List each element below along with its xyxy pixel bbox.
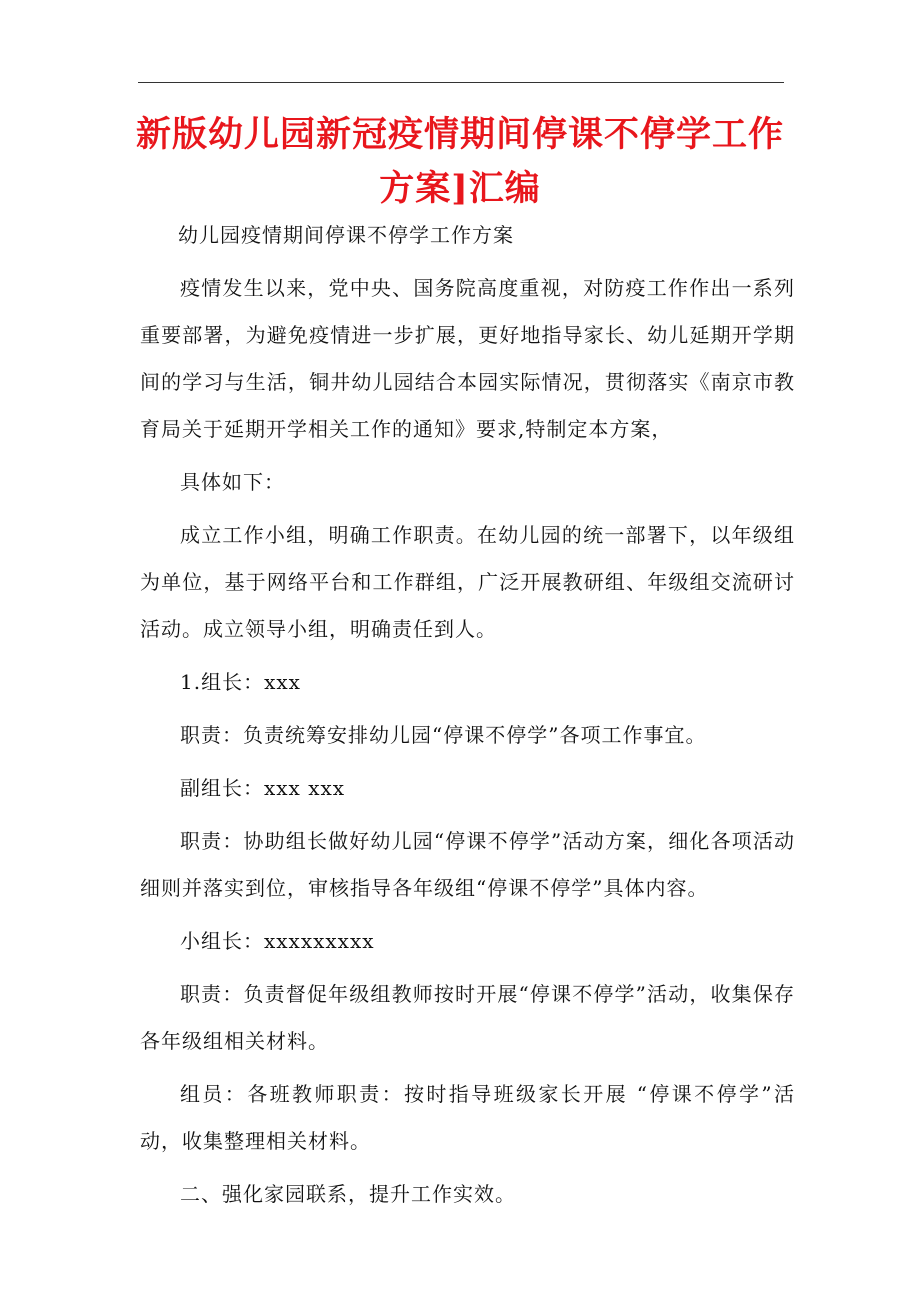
paragraph-section-two: 二、强化家园联系，提升工作实效。 [180,1182,516,1206]
header-rule [138,82,784,83]
paragraph-team-leader: 小组长：xxxxxxxxx [180,929,375,953]
paragraph-team-leader-duty: 职责：负责督促年级组教师按时开展“停课不停学”活动，收集保存各年级组相关材料。 [140,982,795,1053]
document-title: 新版幼儿园新冠疫情期间停课不停学工作方案]汇编 [135,114,784,209]
document-subtitle: 幼儿园疫情期间停课不停学工作方案 [178,223,514,247]
paragraph-deputy-leader: 副组长：xxx xxx [180,776,346,800]
document-body [140,212,795,1224]
paragraph-working-group: 成立工作小组，明确工作职责。在幼儿园的统一部署下，以年级组为单位，基于网络平台和工作群组，广泛开展教研组、年级组交流研讨活动。成立领导小组，明确责任到人。 [140,523,795,641]
paragraph-deputy-duty: 职责：协助组长做好幼儿园“停课不停学”活动方案，细化各项活动细则并落实到位，审核指导各年级组“停课不停学”具体内容。 [140,829,795,900]
paragraph-members: 组员：各班教师职责：按时指导班级家长开展 “停课不停学”活动，收集整理相关材料。 [140,1082,795,1153]
paragraph-details-lead: 具体如下： [180,470,285,494]
paragraph-leader-duty: 职责：负责统筹安排幼儿园“停课不停学”各项工作事宜。 [180,723,707,747]
paragraph-intro: 疫情发生以来，党中央、国务院高度重视，对防疫工作作出一系列重要部署，为避免疫情进一步扩展，更好地指导家长、幼儿延期开学期间的学习与生活，铜井幼儿园结合本园实际情况，贯彻落实《南京市教育局关于延期开学相关工作的通知》要求,特制定本方案， [140,276,795,441]
paragraph-leader: 1.组长：xxx [180,670,301,694]
